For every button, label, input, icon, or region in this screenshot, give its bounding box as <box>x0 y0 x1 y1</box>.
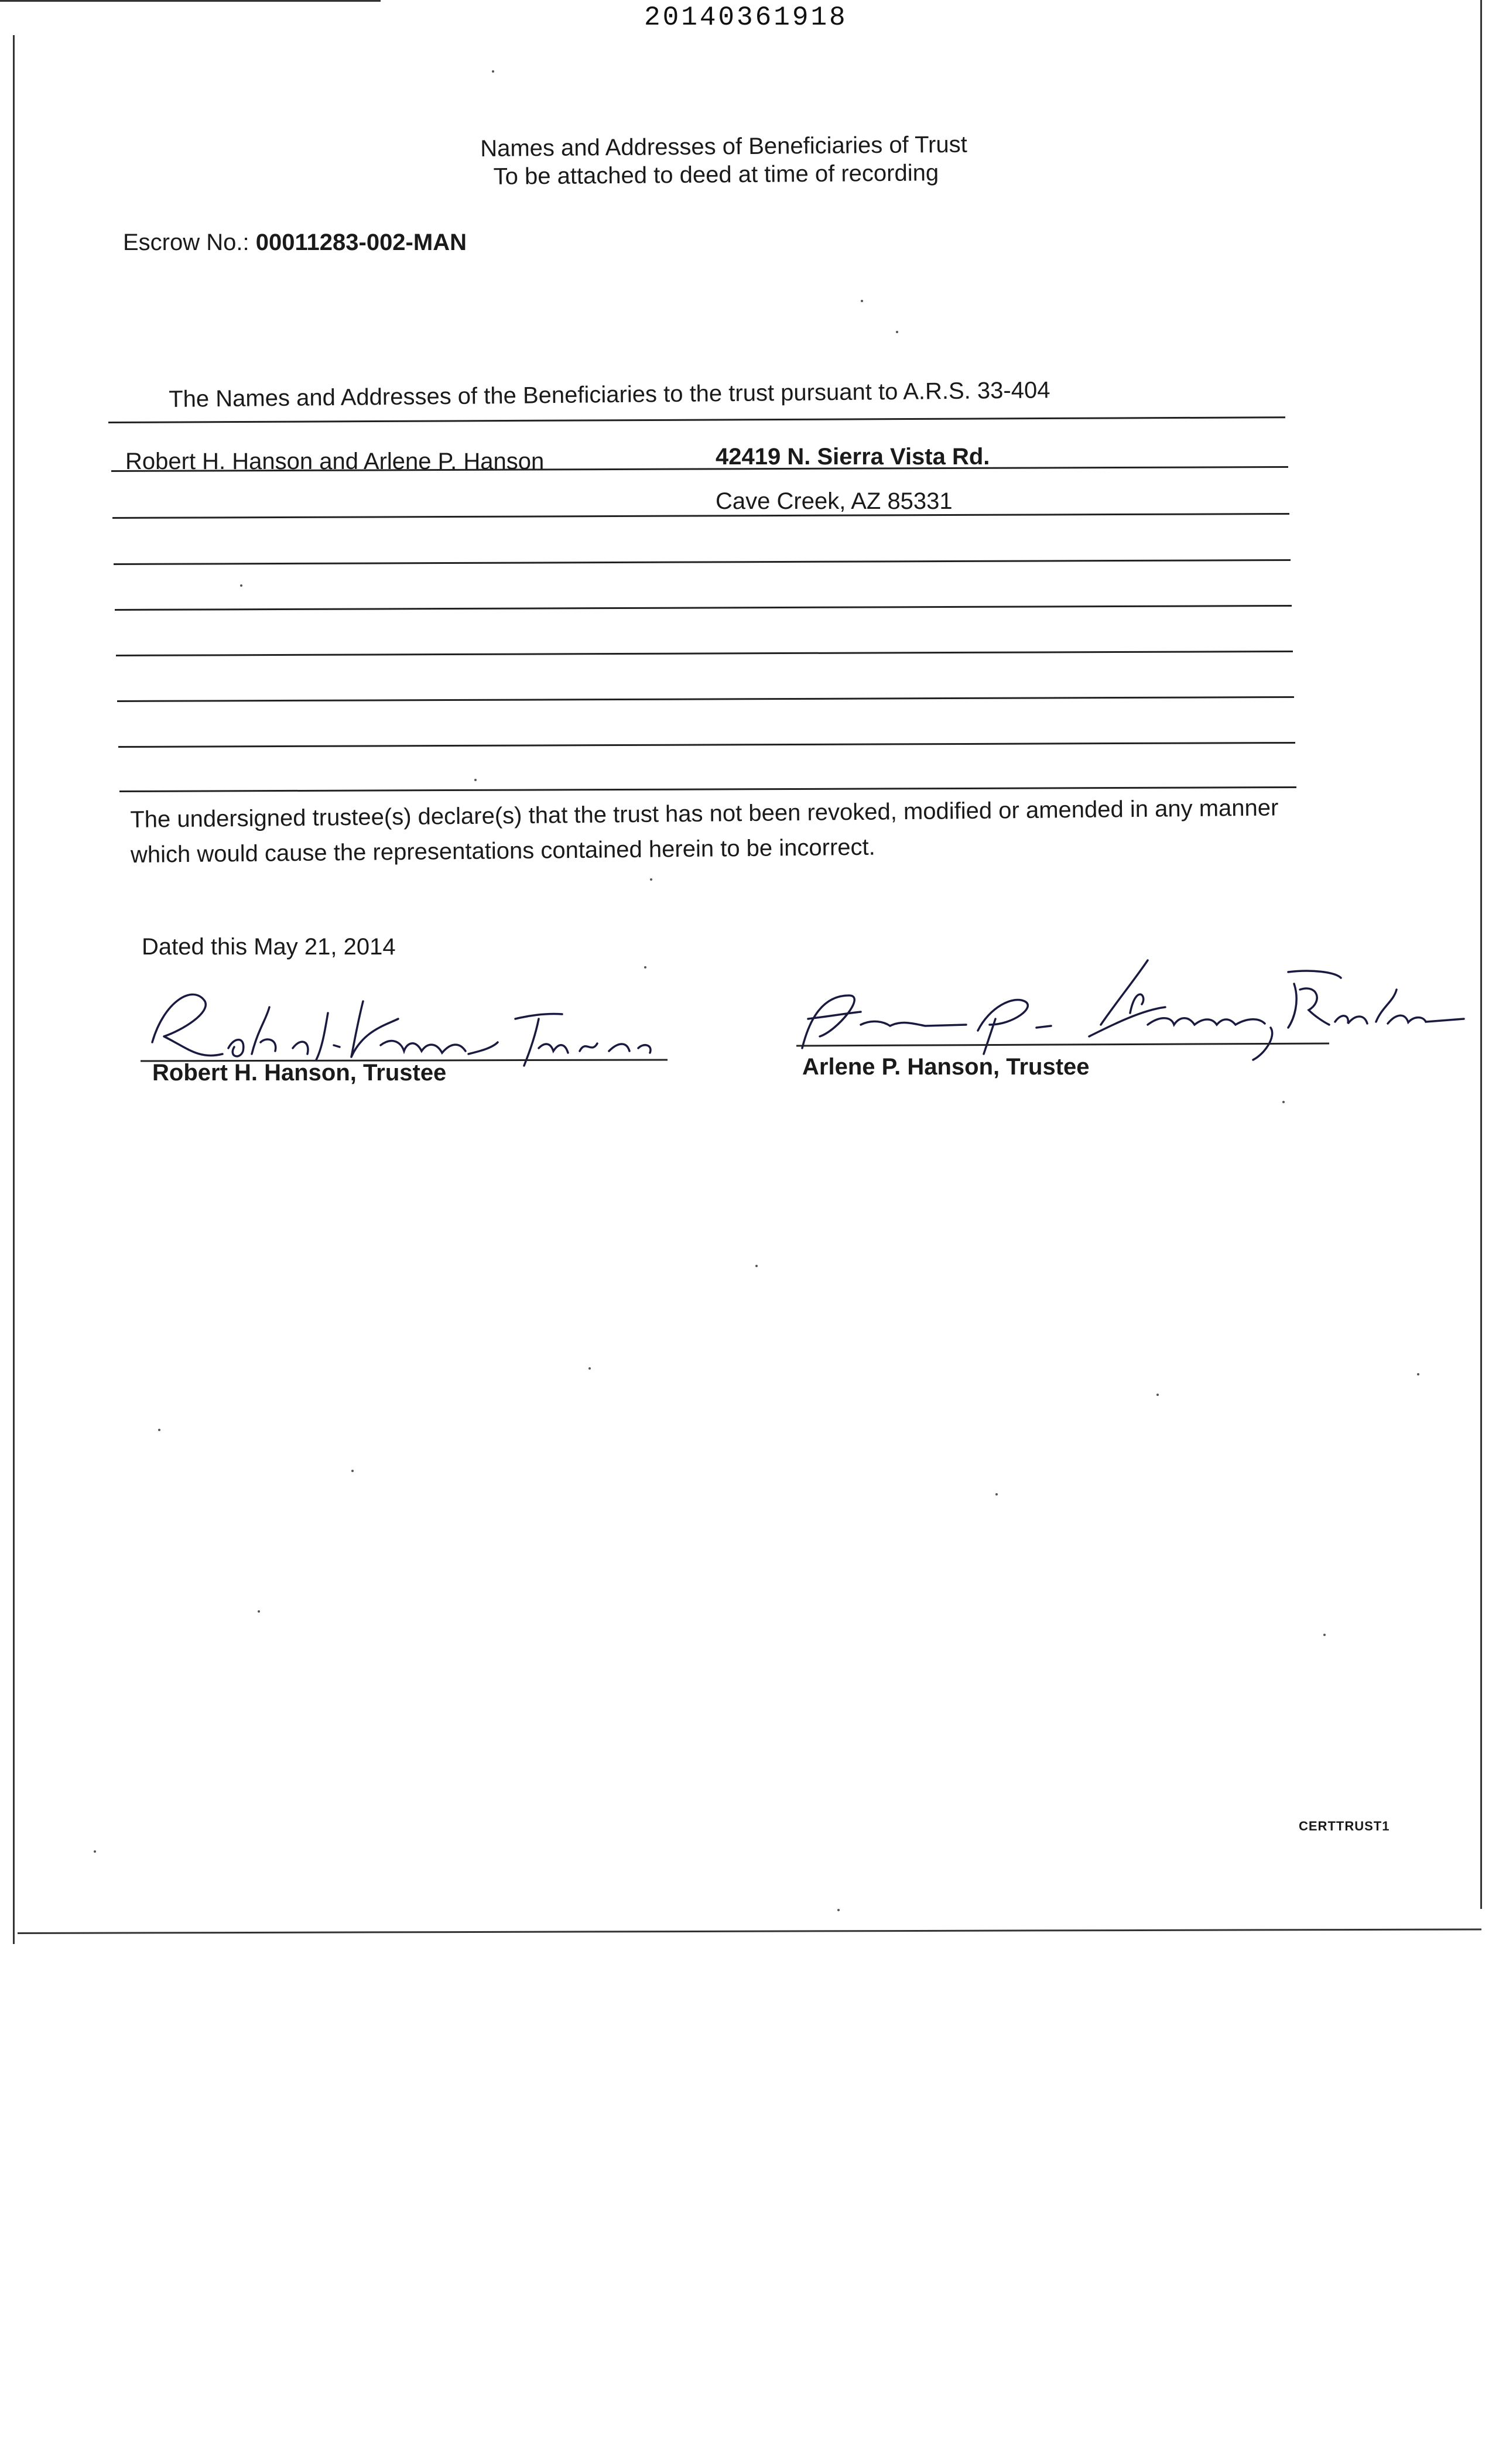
right-edge-line <box>1480 0 1482 1909</box>
beneficiary-name: Robert H. Hanson and Arlene P. Hanson <box>125 449 545 474</box>
page-title <box>480 129 1113 191</box>
table-rule <box>118 742 1295 748</box>
top-edge-line <box>0 0 381 2</box>
scan-speck <box>258 1610 260 1613</box>
title-line-2: To be attached to deed at time of recording <box>493 160 939 190</box>
signer-name-1: Robert H. Hanson, Trustee <box>152 1060 447 1086</box>
scan-speck <box>755 1265 758 1267</box>
scan-speck <box>474 779 477 781</box>
escrow-number: 00011283-002-MAN <box>255 230 467 255</box>
signature-robert-hanson <box>141 978 668 1072</box>
scan-speck <box>896 331 898 333</box>
beneficiary-address-line-2: Cave Creek, AZ 85331 <box>716 488 953 514</box>
scan-speck <box>240 584 242 587</box>
table-rule <box>116 651 1293 656</box>
signature-arlene-hanson <box>785 949 1470 1066</box>
declaration-line-1: The undersigned trustee(s) declare(s) that the trust has not been revoked, modified or amended in any manner <box>130 795 1279 833</box>
scan-speck <box>158 1429 160 1431</box>
table-rule <box>114 559 1291 565</box>
scan-speck <box>351 1470 354 1472</box>
scan-speck <box>94 1850 96 1853</box>
recording-number: 20140361918 <box>644 2 848 33</box>
table-rule <box>112 513 1289 519</box>
form-code: CERTTRUST1 <box>1299 1819 1390 1833</box>
signer-name-2: Arlene P. Hanson, Trustee <box>802 1054 1090 1080</box>
bottom-edge-line <box>18 1928 1481 1934</box>
scan-speck <box>1323 1634 1326 1636</box>
beneficiary-address-line-1: 42419 N. Sierra Vista Rd. <box>716 444 990 470</box>
trustee-declaration <box>130 789 1390 872</box>
table-rule <box>108 416 1285 423</box>
scan-speck <box>861 300 863 302</box>
escrow-info <box>123 230 467 256</box>
date-line: Dated this May 21, 2014 <box>142 934 396 960</box>
beneficiaries-intro: The Names and Addresses of the Beneficiaries to the trust pursuant to A.R.S. 33-404 <box>169 377 1050 412</box>
title-line-1: Names and Addresses of Beneficiaries of Trust <box>480 131 967 162</box>
scan-speck <box>837 1909 840 1911</box>
scan-speck <box>588 1367 591 1370</box>
scan-speck <box>1282 1101 1285 1103</box>
scan-speck <box>1417 1373 1419 1375</box>
table-rule <box>117 696 1294 702</box>
declaration-line-2: which would cause the representations contained herein to be incorrect. <box>130 834 875 868</box>
left-edge-line <box>13 35 15 1944</box>
table-rule <box>115 605 1292 611</box>
scan-speck <box>644 966 646 969</box>
scan-speck <box>650 878 652 881</box>
scan-speck <box>995 1493 998 1495</box>
escrow-label: Escrow No.: <box>123 230 249 255</box>
scan-speck <box>492 70 494 73</box>
scan-speck <box>1156 1394 1159 1396</box>
